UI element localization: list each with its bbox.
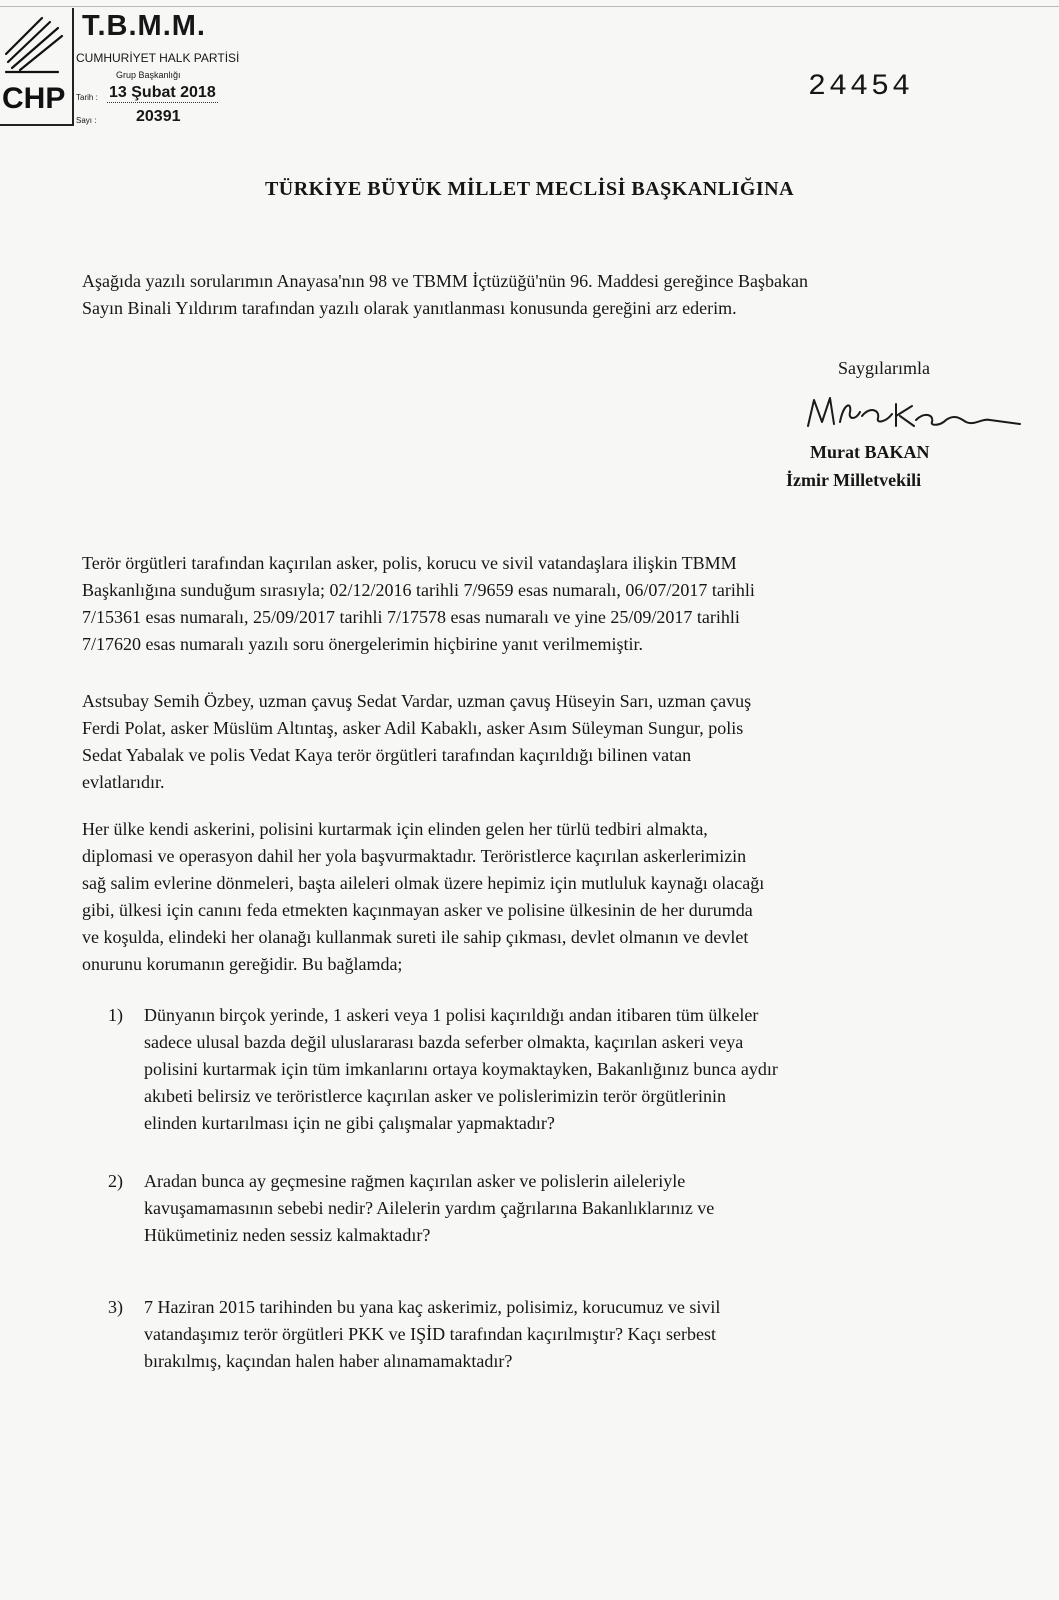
handwritten-signature (800, 392, 1030, 438)
date-label: Tarih : (76, 93, 98, 102)
text-line: Sedat Yabalak ve polis Vedat Kaya terör örgütleri tarafından kaçırıldığı bilinen vatan (82, 745, 692, 765)
text-line: Dünyanın birçok yerinde, 1 askeri veya 1 polisi kaçırıldığı andan itibaren tüm ülkeler (144, 1005, 759, 1025)
text-line: Ferdi Polat, asker Müslüm Altıntaş, asker Adil Kabaklı, asker Asım Süleyman Sungur, polis (82, 718, 744, 738)
header-rule (0, 6, 1059, 7)
closing-text: Saygılarımla (838, 358, 930, 378)
date-value: 13 Şubat 2018 (109, 84, 216, 101)
text-line: kavuşamamasının sebebi nedir? Ailelerin yardım çağrılarına Bakanlıklarınız ve (144, 1198, 715, 1218)
chp-logo-icon (2, 14, 68, 78)
text-line: sadece ulusal bazda değil uluslararası bazda seferber olmakta, kaçırılan askeri veya (144, 1032, 744, 1052)
signer-name: Murat BAKAN (810, 442, 930, 462)
text-line: Aradan bunca ay geçmesine rağmen kaçırılan asker ve polislerin aileleriyle (144, 1171, 686, 1191)
text-line: sağ salim evlerine dönmeleri, başta aileleri olmak üzere hepimiz için mutluluk kaynağı olacağı (82, 873, 765, 893)
chp-abbreviation: CHP (2, 82, 66, 115)
text-line: Astsubay Semih Özbey, uzman çavuş Sedat Vardar, uzman çavuş Hüseyin Sarı, uzman çavuş (82, 691, 752, 711)
body-paragraph (82, 550, 942, 658)
group-name: Grup Başkanlığı (116, 70, 181, 80)
question-number: 1) (108, 1005, 123, 1025)
text-line: polisini kurtarmak için tüm imkanlarını ortaya koymaktayken, Bakanlığınız bunca aydır (144, 1059, 778, 1079)
text-line: Her ülke kendi askerini, polisini kurtarmak için elinden gelen her türlü tedbiri almakta, (82, 819, 708, 839)
text-line: akıbeti belirsiz ve teröristlerce kaçırılan asker ve polislerimizin terör örgütlerinin (144, 1086, 726, 1106)
text-line: bırakılmış, kaçından halen haber alınamamaktadır? (144, 1351, 513, 1371)
text-line: diplomasi ve operasyon dahil her yola başvurmaktadır. Teröristlerce kaçırılan askerlerimizin (82, 846, 747, 866)
text-line: Sayın Binali Yıldırım tarafından yazılı olarak yanıtlanması konusunda gereğini arz ederim. (82, 298, 737, 318)
text-line: gibi, ülkesi için canını feda etmekten kaçınmayan asker ve polisine ülkesinin de her durumda (82, 900, 753, 920)
body-paragraph (82, 688, 942, 796)
text-line: vatandaşımız terör örgütleri PKK ve IŞİD tarafından kaçırılmıştır? Kaçı serbest (144, 1324, 716, 1344)
question-text (144, 1168, 940, 1249)
text-line: onurunu korumanın gereğidir. Bu bağlamda; (82, 954, 403, 974)
text-line: 7/15361 esas numaralı, 25/09/2017 tarihli 7/17578 esas numaralı ve yine 25/09/2017 tarihli (82, 607, 740, 627)
text-line: Terör örgütleri tarafından kaçırılan asker, polis, korucu ve sivil vatandaşlara ilişkin TBMM (82, 553, 737, 573)
signer-role: İzmir Milletvekili (786, 470, 922, 490)
document-heading: TÜRKİYE BÜYÜK MİLLET MECLİSİ BAŞKANLIĞINA (264, 178, 795, 200)
text-line: elinden kurtarılması için ne gibi çalışmalar yapmaktadır? (144, 1113, 555, 1133)
number-label: Sayı : (76, 116, 97, 125)
letterhead-title: T.B.M.M. (82, 10, 206, 42)
text-line: ve koşulda, elindeki her olanağı kullanmak sureti ile sahip çıkması, devlet olmanın ve devlet (82, 927, 749, 947)
text-line: Hükümetiniz neden sessiz kalmaktadır? (144, 1225, 431, 1245)
intro-paragraph (82, 268, 942, 322)
text-line: Başkanlığına sunduğum sırasıyla; 02/12/2016 tarihli 7/9659 esas numaralı, 06/07/2017 tarihli (82, 580, 755, 600)
body-paragraph (82, 816, 942, 978)
question-number: 2) (108, 1171, 123, 1191)
text-line: evlatlarıdır. (82, 772, 165, 792)
number-value: 20391 (136, 108, 181, 125)
party-name: CUMHURİYET HALK PARTİSİ (76, 51, 240, 65)
text-line: Aşağıda yazılı sorularımın Anayasa'nın 98 ve TBMM İçtüzüğü'nün 96. Maddesi gereğince Başbakan (82, 271, 808, 291)
question-number: 3) (108, 1297, 123, 1317)
registry-stamp-number: 24454 (808, 70, 914, 104)
text-line: 7 Haziran 2015 tarihinden bu yana kaç askerimiz, polisimiz, korucumuz ve sivil (144, 1297, 721, 1317)
question-text (144, 1294, 940, 1375)
question-text (144, 1002, 940, 1137)
text-line: 7/17620 esas numaralı yazılı soru önergelerimin hiçbirine yanıt verilmemiştir. (82, 634, 644, 654)
